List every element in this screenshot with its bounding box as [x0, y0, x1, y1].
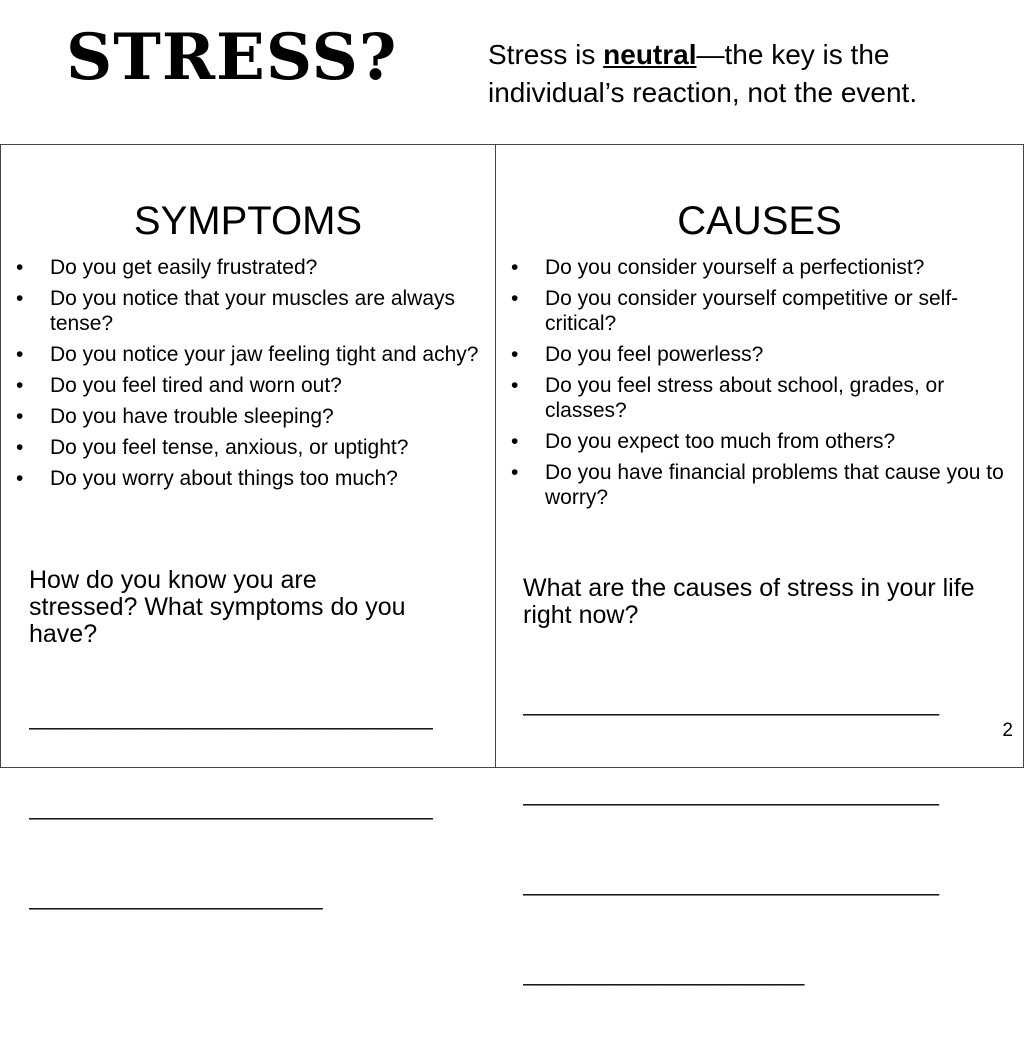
intro-text-start: Stress is	[488, 39, 604, 70]
page-number: 2	[1002, 720, 1013, 741]
intro-keyword: neutral	[603, 39, 697, 70]
causes-answer-area[interactable]	[523, 629, 1024, 1049]
symptom-item: • Do you notice your jaw feeling tight and achy?	[11, 342, 485, 367]
causes-heading: CAUSES	[677, 199, 842, 243]
answer-line[interactable]: _______________________	[523, 961, 805, 986]
symptom-item: • Do you have trouble sleeping?	[11, 404, 485, 429]
causes-panel	[495, 144, 1024, 986]
symptom-item: • Do you get easily frustrated?	[11, 255, 485, 280]
answer-line[interactable]: _________________________________	[29, 705, 433, 730]
symptom-item: • Do you worry about things too much?	[11, 466, 485, 491]
symptom-item: • Do you feel tired and worn out?	[11, 373, 485, 398]
page-title: STRESS?	[66, 20, 398, 95]
answer-line[interactable]: __________________________________	[523, 871, 940, 896]
answer-line[interactable]: ________________________	[29, 885, 323, 910]
symptoms-panel	[0, 144, 496, 910]
cause-item: • Do you consider yourself competitive or self-critical?	[506, 286, 1013, 336]
symptom-item: • Do you notice that your muscles are always tense?	[11, 286, 485, 336]
intro-text-end: —the key is the individual’s reaction, not the event.	[488, 39, 918, 108]
cause-item: • Do you have financial problems that cause you to worry?	[506, 460, 1013, 510]
answer-line[interactable]: __________________________________	[523, 781, 940, 806]
cause-item: • Do you consider yourself a perfectionist?	[506, 255, 1013, 280]
causes-list	[506, 255, 1013, 516]
symptoms-answer-area[interactable]	[29, 643, 499, 973]
cause-item: • Do you expect too much from others?	[506, 429, 1013, 454]
symptoms-list	[11, 255, 485, 497]
intro-statement	[488, 36, 1024, 112]
answer-line[interactable]: _________________________________	[29, 795, 433, 820]
symptoms-prompt: How do you know you are stressed? What symptoms do you have?	[29, 566, 406, 648]
causes-prompt: What are the causes of stress in your life right now?	[523, 574, 975, 629]
cause-item: • Do you feel powerless?	[506, 342, 1013, 367]
cause-item: • Do you feel stress about school, grades, or classes?	[506, 373, 1013, 423]
answer-line[interactable]: __________________________________	[523, 691, 940, 716]
symptoms-heading: SYMPTOMS	[133, 199, 363, 243]
symptom-item: • Do you feel tense, anxious, or uptight?	[11, 435, 485, 460]
